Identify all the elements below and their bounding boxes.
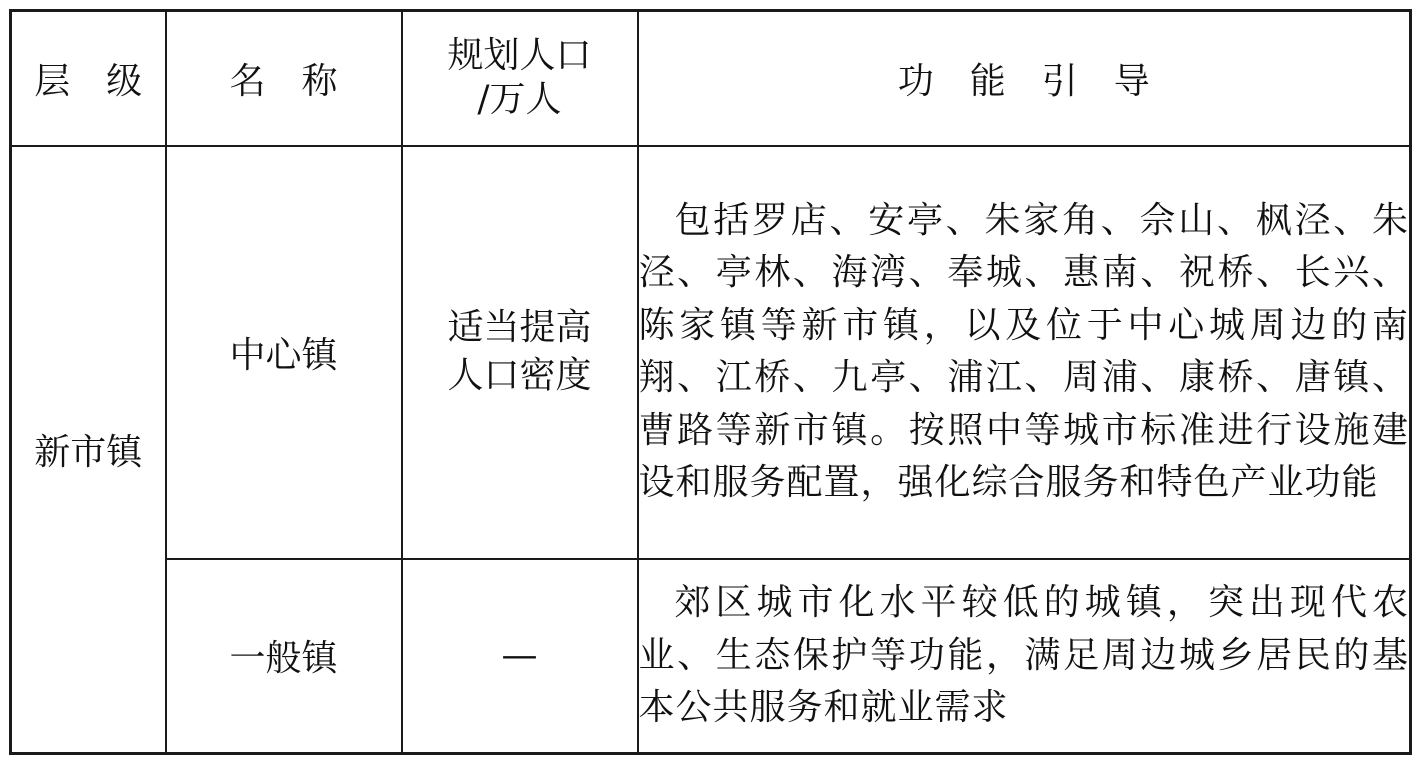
function-cell [638,146,1411,559]
town-hierarchy-table [9,9,1412,755]
function-central-town: 包括罗店、安亭、朱家角、佘山、枫泾、朱泾、亭林、海湾、奉城、惠南、祝桥、长兴、陈家镇等新市镇，以及位于中心城周边的南翔、江桥、九亭、浦江、周浦、康桥、唐镇、曹路等新市镇。按照中等城市标准进行设施建设和服务配置，强化综合服务和特色产业功能 [638,199,1409,503]
name-central-town: 中心镇 [229,334,338,376]
table-row [11,146,1411,559]
header-function-label: 功 能 引 导 [897,60,1150,102]
header-population [402,11,638,146]
population-cell [402,559,638,754]
population-note-line1: 适当提高 [447,307,592,348]
header-row [11,11,1411,146]
level-cell [11,146,166,754]
population-cell [402,146,638,559]
population-note-line2: 人口密度 [447,355,592,396]
header-name-label: 名 称 [229,60,338,102]
population-dash: — [501,635,538,677]
table-row [11,559,1411,754]
header-population-line2: /万人 [477,79,562,121]
name-general-town: 一般镇 [229,638,338,680]
function-general-town: 郊区城市化水平较低的城镇，突出现代农业、生态保护等功能，满足周边城乡居民的基本公共服务和就业需求 [638,582,1409,728]
header-population-line1: 规划人口 [447,35,592,77]
header-name [166,11,402,146]
function-cell [638,559,1411,754]
header-level [11,11,166,146]
name-cell [166,559,402,754]
level-new-town: 新市镇 [34,431,143,473]
header-level-label: 层 级 [34,60,143,102]
name-cell [166,146,402,559]
header-function [638,11,1411,146]
